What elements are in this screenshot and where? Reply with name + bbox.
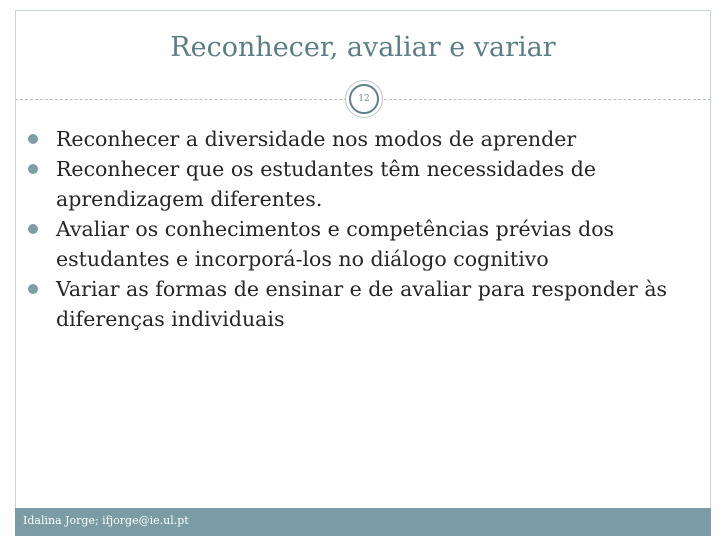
bullet-item: [26, 274, 706, 334]
bullet-text: Avaliar os conhecimentos e competências prévias dos estudantes e incorporá-los no diálogo cognitivo: [56, 217, 615, 271]
bullet-item: [26, 154, 706, 214]
bullet-text: Variar as formas de ensinar e de avaliar para responder às diferenças individuais: [56, 277, 668, 331]
bullet-item: [26, 214, 706, 274]
bullet-icon: [28, 164, 38, 174]
slide-number: 12: [349, 84, 379, 114]
bullet-icon: [28, 224, 38, 234]
slide-number-badge: [345, 80, 383, 118]
bullet-icon: [28, 284, 38, 294]
bullet-list: [26, 124, 706, 334]
bullet-icon: [28, 134, 38, 144]
bullet-text: Reconhecer que os estudantes têm necessidades de aprendizagem diferentes.: [56, 157, 597, 211]
footer-text: Idalina Jorge; ifjorge@ie.ul.pt: [23, 514, 189, 527]
bullet-item: [26, 124, 706, 154]
bullet-text: Reconhecer a diversidade nos modos de aprender: [56, 127, 577, 151]
slide-title: Reconhecer, avaliar e variar: [170, 32, 556, 63]
